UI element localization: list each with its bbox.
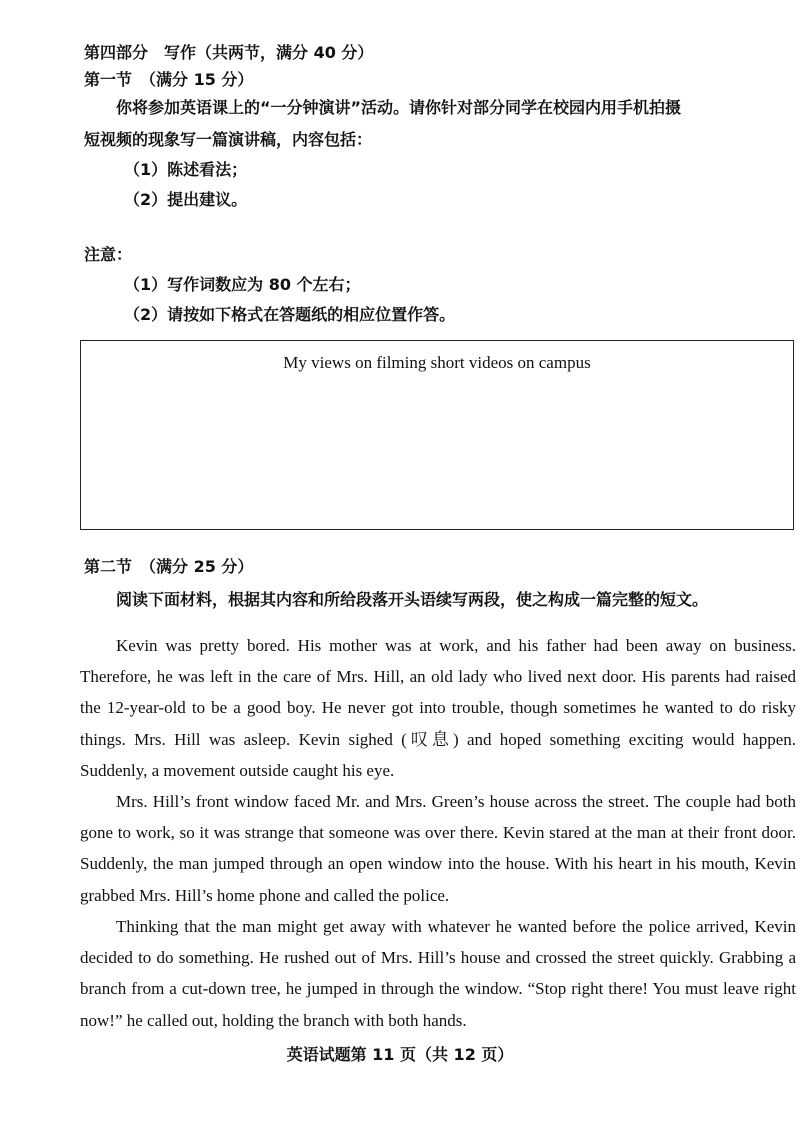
section2-title: 第二节 （满分 25 分） [84,557,254,576]
passage-paragraph-2 [80,786,796,911]
section2-instruction: 阅读下面材料，根据其内容和所给段落开头语续写两段，使之构成一篇完整的短文。 [116,590,709,609]
passage-paragraph-3 [80,911,796,1036]
section1-prompt-line1: 你将参加英语课上的“一分钟演讲”活动。请你针对部分同学在校园内用手机拍摄 [116,98,682,117]
note-2: （2）请按如下格式在答题纸的相应位置作答。 [124,305,456,324]
passage-paragraph-1-text: Kevin was pretty bored. His mother was at work, and his father had been away on business. Therefore, he was left in the care of Mrs. Hill, an old lady who lived next door. His parents had raised the 12-year-old to be a good boy. He never got into trouble, though sometimes he wanted to do risky things. Mrs. Hill was asleep. Kevin sighed (叹息) and hoped something exciting would happen. Suddenly, a movement outside caught his eye. [80,636,796,780]
section1-prompt-line2: 短视频的现象写一篇演讲稿，内容包括： [84,130,373,149]
section1-title: 第一节 （满分 15 分） [84,70,254,89]
passage-paragraph-3-text: Thinking that the man might get away with whatever he wanted before the police arrived, Kevin decided to do something. He rushed out of Mrs. Hill’s house and crossed the street quickly. Grabbing a branch from a cut-down tree, he jumped in through the window. “Stop right there! You must leave right now!” he called out, holding the branch with both hands. [80,917,796,1030]
part-title: 第四部分 写作（共两节，满分 40 分） [84,43,374,62]
note-1: （1）写作词数应为 80 个左右； [124,275,361,294]
passage-paragraph-2-text: Mrs. Hill’s front window faced Mr. and Mrs. Green’s house across the street. The couple had both gone to work, so it was strange that someone was over there. Kevin stared at the man at their front door. Suddenly, the man jumped through an open window into the house. With his heart in his mouth, Kevin grabbed Mrs. Hill’s home phone and called the police. [80,792,796,905]
page-footer: 英语试题第 11 页（共 12 页） [286,1045,514,1064]
content-point-1: （1）陈述看法； [124,160,248,179]
passage-paragraph-1 [80,630,796,786]
answer-box-title: My views on filming short videos on campus [283,353,591,372]
answer-box [80,340,794,530]
content-point-2: （2）提出建议。 [124,190,248,209]
note-label: 注意： [84,245,133,264]
